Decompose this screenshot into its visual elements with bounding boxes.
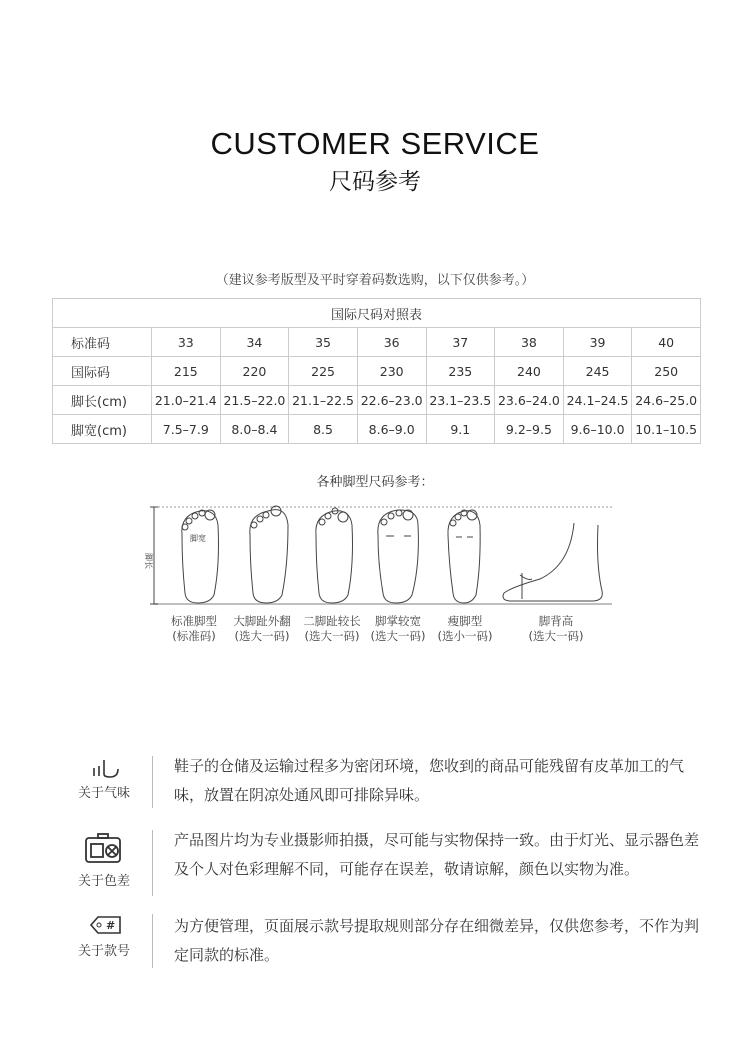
table-row bbox=[53, 386, 701, 415]
cell: 250 bbox=[632, 357, 701, 386]
row-label: 脚长(cm) bbox=[53, 386, 152, 415]
cell: 10.1–10.5 bbox=[632, 415, 701, 444]
cell: 38 bbox=[495, 328, 564, 357]
notice-label: 关于气味 bbox=[77, 786, 130, 801]
table-title: 国际尺码对照表 bbox=[53, 299, 701, 328]
tag-icon bbox=[88, 914, 124, 936]
foot-diagram bbox=[140, 495, 620, 610]
row-label: 国际码 bbox=[53, 357, 152, 386]
notice-text: 产品图片均为专业摄影师拍摄，尽可能与实物保持一致。由于灯光、显示器色差及个人对色彩理解不同，可能存在误差，敬请谅解，颜色以实物为准。 bbox=[174, 831, 700, 878]
notice-label: 关于色差 bbox=[77, 874, 130, 889]
cell: 35 bbox=[289, 328, 358, 357]
notice-label: 关于款号 bbox=[77, 944, 130, 959]
size-table bbox=[52, 298, 701, 444]
divider bbox=[152, 830, 153, 896]
notice-style-number bbox=[60, 912, 700, 972]
cell: 215 bbox=[152, 357, 221, 386]
foot-outline-bunion bbox=[250, 506, 288, 603]
cell: 33 bbox=[152, 328, 221, 357]
cell: 23.6–24.0 bbox=[495, 386, 564, 415]
notice-smell bbox=[60, 752, 700, 812]
cell: 24.6–25.0 bbox=[632, 386, 701, 415]
foot-outline-standard bbox=[182, 510, 219, 603]
cell: 8.5 bbox=[289, 415, 358, 444]
cell: 21.0–21.4 bbox=[152, 386, 221, 415]
cell: 230 bbox=[357, 357, 426, 386]
foot-types-title: 各种脚型尺码参考： bbox=[316, 475, 434, 490]
cell: 8.6–9.0 bbox=[357, 415, 426, 444]
cell: 225 bbox=[289, 357, 358, 386]
cell: 40 bbox=[632, 328, 701, 357]
cell: 235 bbox=[426, 357, 495, 386]
title-chinese: 尺码参考 bbox=[329, 169, 421, 195]
notice-text: 为方便管理，页面展示款号提取规则部分存在细微差异，仅供您参考，不作为判定同款的标准。 bbox=[174, 917, 700, 964]
foot-outline-long-second-toe bbox=[316, 508, 353, 603]
cell: 9.6–10.0 bbox=[563, 415, 632, 444]
table-row bbox=[53, 357, 701, 386]
cell: 9.1 bbox=[426, 415, 495, 444]
foot-outline-narrow bbox=[448, 510, 480, 603]
cell: 9.2–9.5 bbox=[495, 415, 564, 444]
cell: 220 bbox=[220, 357, 289, 386]
notice-color bbox=[60, 826, 700, 906]
table-row bbox=[53, 328, 701, 357]
divider bbox=[152, 756, 153, 808]
cell: 23.1–23.5 bbox=[426, 386, 495, 415]
foot-outline-high-instep bbox=[503, 523, 602, 601]
cell: 240 bbox=[495, 357, 564, 386]
length-label: 脚长 bbox=[144, 553, 153, 569]
cell: 21.5–22.0 bbox=[220, 386, 289, 415]
foot-type-label: 标准脚型 (标准码) bbox=[171, 614, 217, 643]
width-label: 脚宽 bbox=[190, 534, 206, 543]
divider bbox=[152, 914, 153, 968]
cell: 36 bbox=[357, 328, 426, 357]
foot-type-label: 脚背高 (选大一码) bbox=[528, 614, 584, 643]
foot-type-label: 脚掌较宽 (选大一码) bbox=[370, 614, 426, 643]
cell: 21.1–22.5 bbox=[289, 386, 358, 415]
svg-text:#: # bbox=[106, 919, 116, 932]
cell: 39 bbox=[563, 328, 632, 357]
title-english: CUSTOMER SERVICE bbox=[210, 126, 540, 161]
cell: 24.1–24.5 bbox=[563, 386, 632, 415]
row-label: 标准码 bbox=[53, 328, 152, 357]
foot-type-label: 瘦脚型 (选小一码) bbox=[437, 614, 493, 643]
foot-outline-wide bbox=[378, 510, 419, 603]
foot-type-label: 大脚趾外翻 (选大一码) bbox=[233, 614, 291, 643]
cell: 7.5–7.9 bbox=[152, 415, 221, 444]
smell-icon bbox=[90, 756, 124, 778]
camera-icon bbox=[84, 832, 124, 864]
table-row bbox=[53, 415, 701, 444]
cell: 34 bbox=[220, 328, 289, 357]
foot-type-label: 二脚趾较长 (选大一码) bbox=[303, 614, 361, 643]
cell: 37 bbox=[426, 328, 495, 357]
cell: 245 bbox=[563, 357, 632, 386]
cell: 8.0–8.4 bbox=[220, 415, 289, 444]
cell: 22.6–23.0 bbox=[357, 386, 426, 415]
row-label: 脚宽(cm) bbox=[53, 415, 152, 444]
notice-text: 鞋子的仓储及运输过程多为密闭环境，您收到的商品可能残留有皮革加工的气味，放置在阴凉处通风即可排除异味。 bbox=[174, 757, 685, 804]
size-note: （建议参考版型及平时穿着码数选购，以下仅供参考。） bbox=[215, 273, 535, 288]
